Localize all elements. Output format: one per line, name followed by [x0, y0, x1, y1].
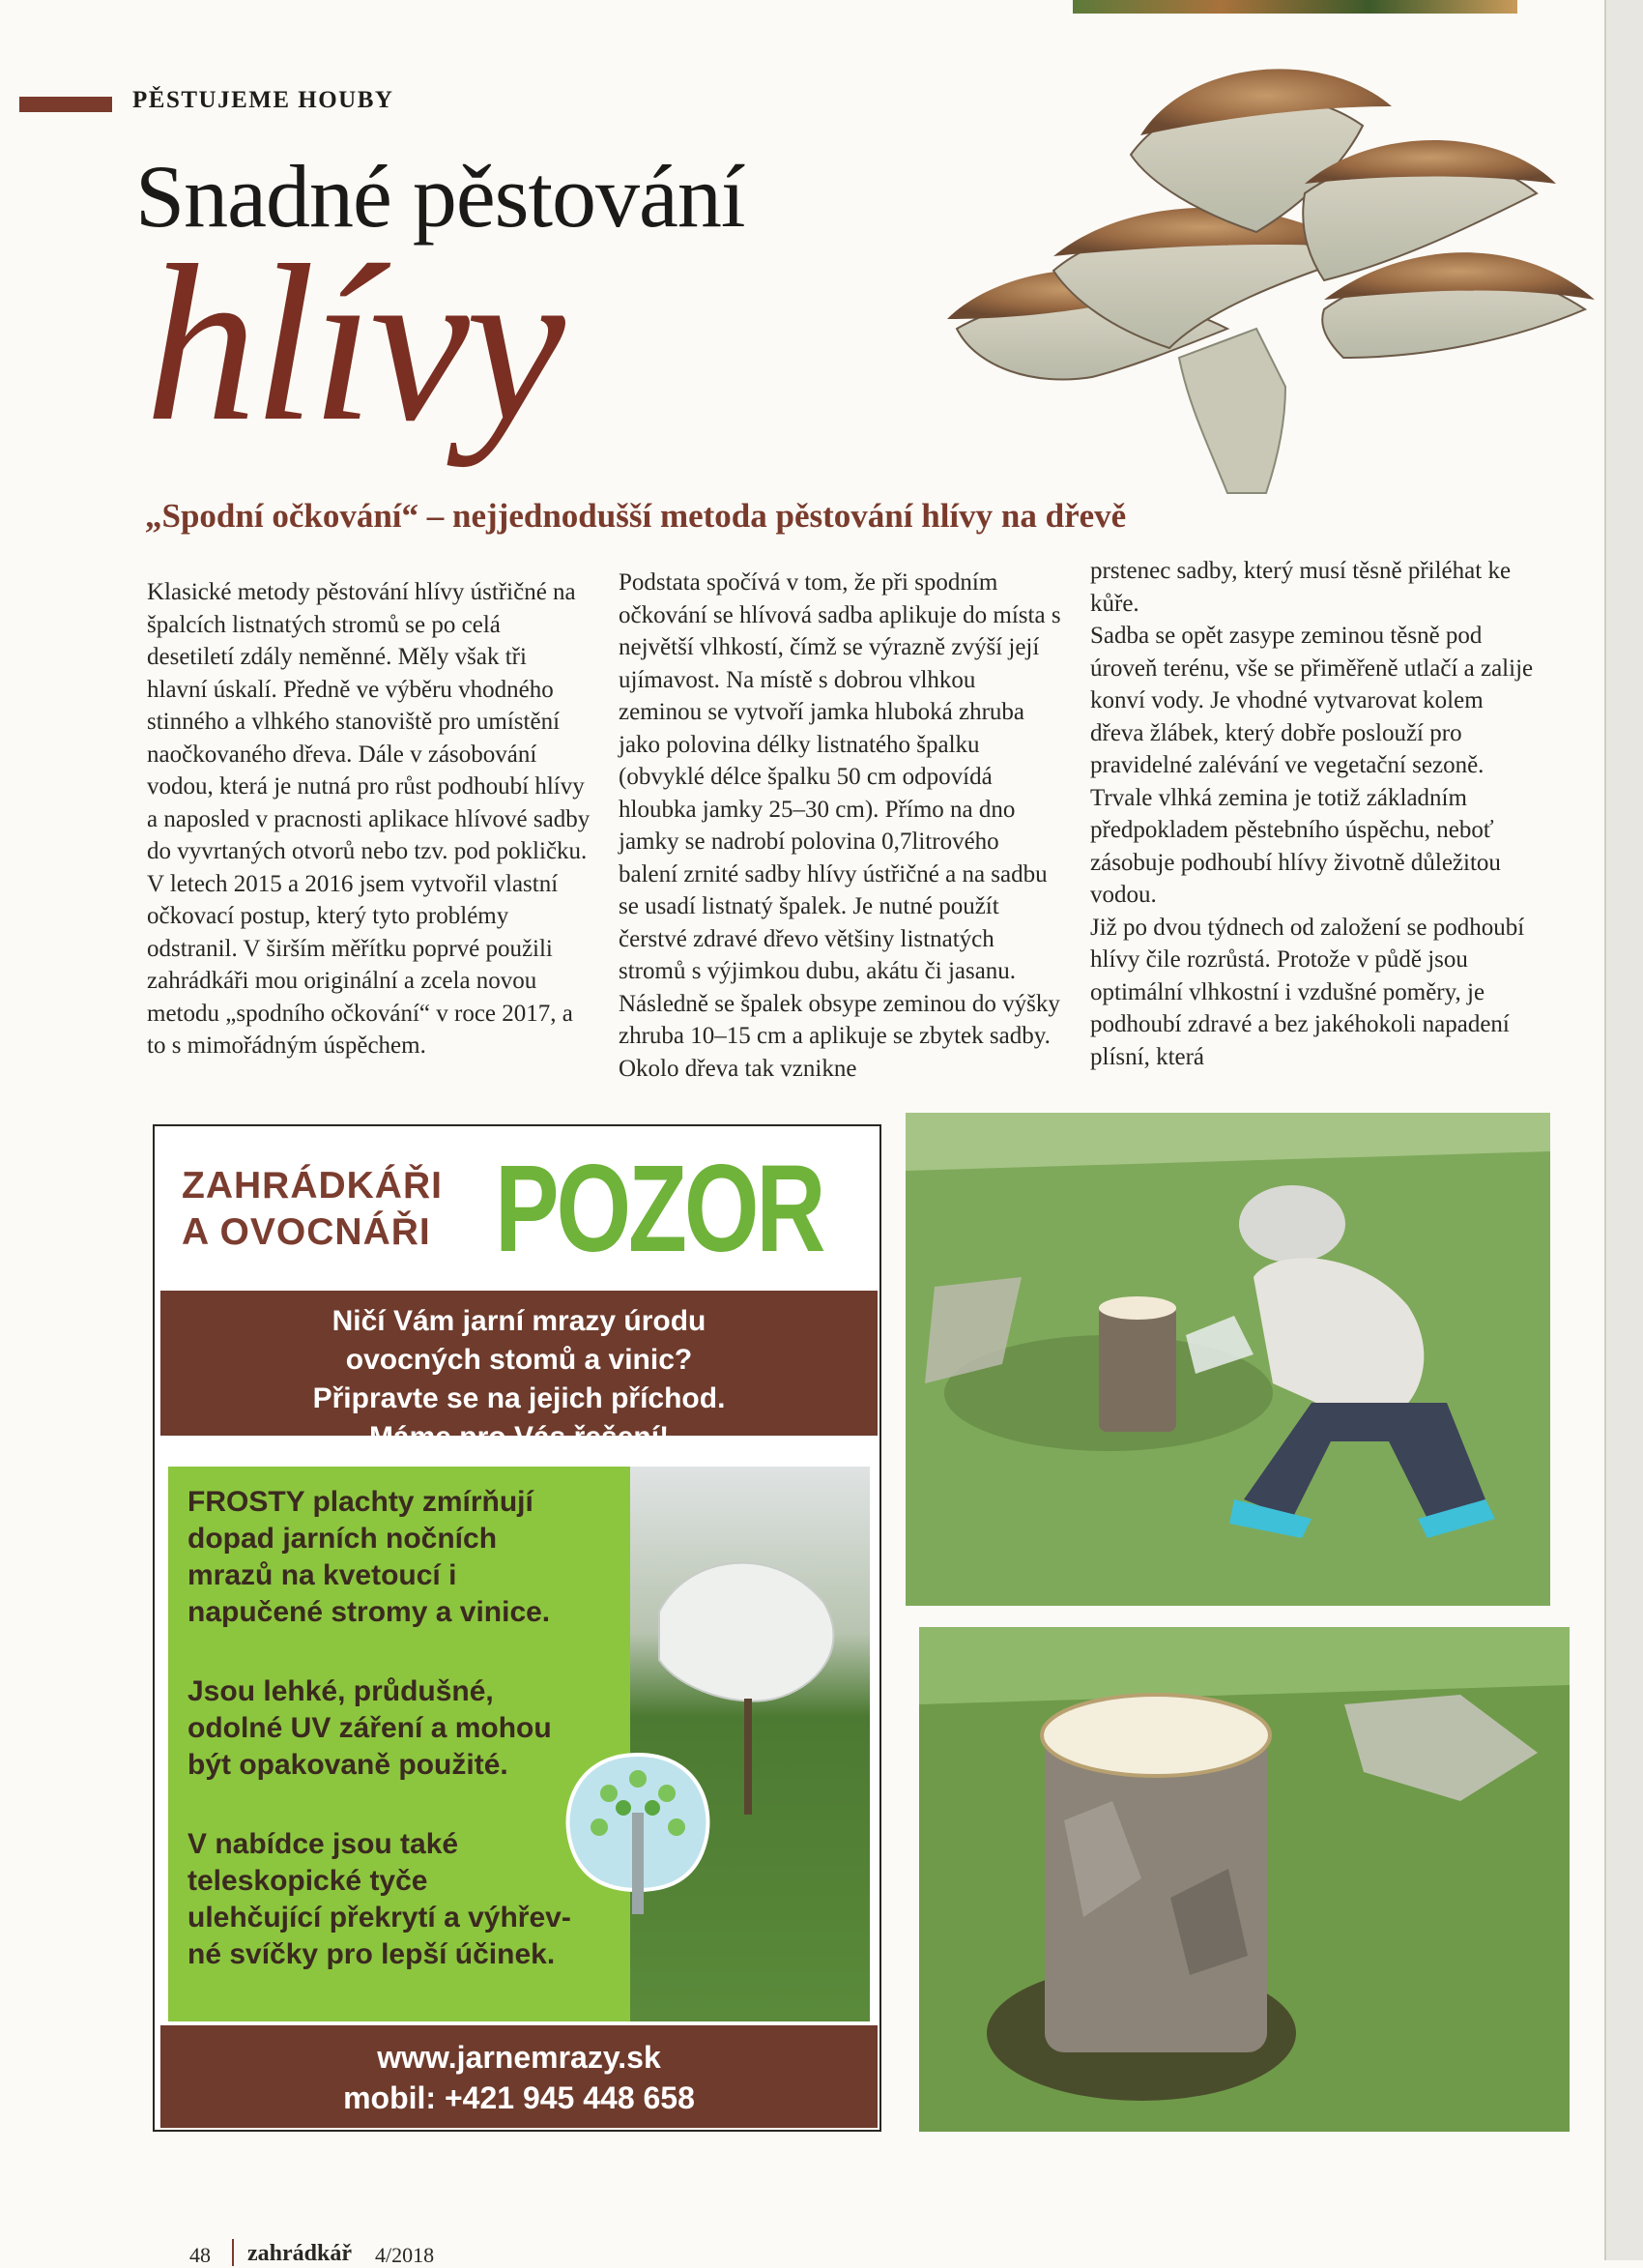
- text-column-2: [619, 567, 1063, 1085]
- title-line-2: hlívy: [145, 219, 562, 468]
- article-subtitle: „Spodní očkování“ – nejjednodušší metoda pěstování hlívy na dřevě: [145, 497, 1127, 535]
- ad-question: [160, 1302, 878, 1457]
- paragraph: prstenec sadby, který musí těsně přiléhat ke kůře.: [1090, 558, 1512, 617]
- ad-info-panel: [168, 1467, 630, 2021]
- tree-logo-icon: [561, 1745, 715, 1919]
- ad-covered-tree-photo: [630, 1467, 870, 2021]
- top-photo-strip: [1073, 0, 1517, 14]
- text-column-1: [147, 576, 591, 1062]
- ad-line: být opakovaně použité.: [187, 1749, 508, 1781]
- photo-planted-log: [919, 1627, 1570, 2132]
- photo-illustration: [919, 1627, 1570, 2132]
- ad-line: FROSTY plachty zmírňují: [187, 1486, 533, 1518]
- ad-paragraph: [187, 1484, 550, 1631]
- photo-boy-planting-log: [906, 1113, 1550, 1606]
- ad-line: V nabídce jsou také: [187, 1828, 459, 1860]
- ad-line: né svíčky pro lepší účinek.: [187, 1938, 556, 1970]
- paragraph: Již po dvou týdnech od založení se podhoubí hlívy čile rozrůstá. Protože v půdě jsou optimální vlhkostní i vzdušné poměry, je podhoubí zdravé a bez jakéhokoli napadení plísní, která: [1090, 914, 1525, 1070]
- ad-website-link[interactable]: www.jarnemrazy.sk: [377, 2040, 661, 2075]
- ad-line: odolné UV záření a mohou: [187, 1712, 552, 1744]
- issue-number: 4/2018: [375, 2243, 435, 2267]
- page-edge-line: [1604, 0, 1606, 2260]
- advertisement: [153, 1124, 881, 2132]
- ad-line: teleskopické tyče: [187, 1865, 428, 1897]
- ad-heading-line: ZAHRÁDKÁŘI: [182, 1165, 443, 1207]
- page-edge: [1606, 0, 1643, 2260]
- ad-question-line: Připravte se na jejich příchod.: [312, 1382, 726, 1414]
- paragraph: Sadba se opět zasype zeminou těsně pod úroveň terénu, vše se přiměřeně utlačí a zalije konví vody. Je vhodné vytvarovat kolem dřeva žlábek, který dobře poslouží pro pravidelné zalévání ve vegetační sezoně. Trvale vlhká zemina je totiž základním předpokladem pěstebního úspěchu, neboť zásobuje podhoubí hlívy životně důležitou vodou.: [1090, 623, 1534, 908]
- ad-heading: [182, 1163, 443, 1256]
- ad-question-band: [160, 1291, 878, 1453]
- oyster-mushroom-illustration: [937, 39, 1604, 512]
- ad-question-line: Máme pro Vás řešení!: [368, 1421, 670, 1453]
- ad-contact: [160, 2037, 878, 2118]
- ad-contact-band: [160, 2025, 878, 2128]
- ad-line: mrazů na kvetoucí i: [187, 1559, 457, 1591]
- ad-line: napučené stromy a vinice.: [187, 1596, 551, 1628]
- ad-phone: mobil: +421 945 448 658: [343, 2080, 695, 2115]
- photo-illustration: [906, 1113, 1550, 1606]
- ad-paragraph: [187, 1826, 571, 1973]
- title-line-1: Snadné pěstování: [135, 147, 745, 246]
- magazine-name: zahrádkář: [247, 2241, 352, 2266]
- ad-pozor: POZOR: [495, 1140, 823, 1278]
- paragraph: Klasické metody pěstování hlívy ústřičné na špalcích listnatých stromů se po celá desetiletí zdály neměnné. Měly však tři hlavní úskalí. Předně ve výběru vhodného stinného a vlhkého stanoviště pro umístění naočkovaného dřeva. Dále v zásobování vodou, která je nutná pro růst podhoubí hlívy a naposled v pracnosti aplikace hlívové sadby do vyvrtaných otvorů nebo tzv. pod pokličku. V letech 2015 a 2016 jsem vytvořil vlastní očkovací postup, který tyto problémy odstranil. V širším měřítku poprvé použili zahrádkáři mou originální a zcela novou metodu „spodního očkování“ v roce 2017, a to s mimořádným úspěchem.: [147, 579, 591, 1059]
- ad-question-line: Ničí Vám jarní mrazy úrodu: [331, 1305, 706, 1337]
- covered-tree-icon: [630, 1467, 870, 2021]
- section-marker: [19, 97, 112, 112]
- ad-line: ulehčující překrytí a výhřev-: [187, 1902, 571, 1934]
- paragraph: Podstata spočívá v tom, že při spodním očkování se hlívová sadba aplikuje do místa s největší vlhkostí, čímž se výrazně zvýší její ujímavost. Na místě s dobrou vlhkou zeminou se vytvoří jamka hluboká zhruba jako polovina délky listnatého špalku (obvyklé délce špalku 50 cm odpovídá hloubka jamky 25–30 cm). Přímo na dno jamky se nadrobí polovina 0,7litrového balení zrnité sadby hlívy ústřičné a na sadbu se usadí listnatý špalek. Je nutné použít čerstvé zdravé dřevo většiny listnatých stromů s výjimkou dubu, akátu či jasanu. Následně se špalek obsype zeminou do výšky zhruba 10–15 cm a aplikuje se zbytek sadby. Okolo dřeva tak vznikne: [619, 569, 1061, 1082]
- page-number: 48: [189, 2243, 211, 2267]
- ad-paragraph: [187, 1673, 552, 1784]
- ad-line: dopad jarních nočních: [187, 1523, 498, 1555]
- footer-divider: [232, 2239, 234, 2266]
- text-column-3: [1090, 555, 1535, 1073]
- ad-line: Jsou lehké, průdušné,: [187, 1675, 494, 1707]
- ad-question-line: ovocných stomů a vinic?: [345, 1344, 693, 1376]
- section-label: PĚSTUJEME HOUBY: [132, 87, 394, 113]
- ad-heading-line: A OVOCNÁŘI: [182, 1211, 431, 1253]
